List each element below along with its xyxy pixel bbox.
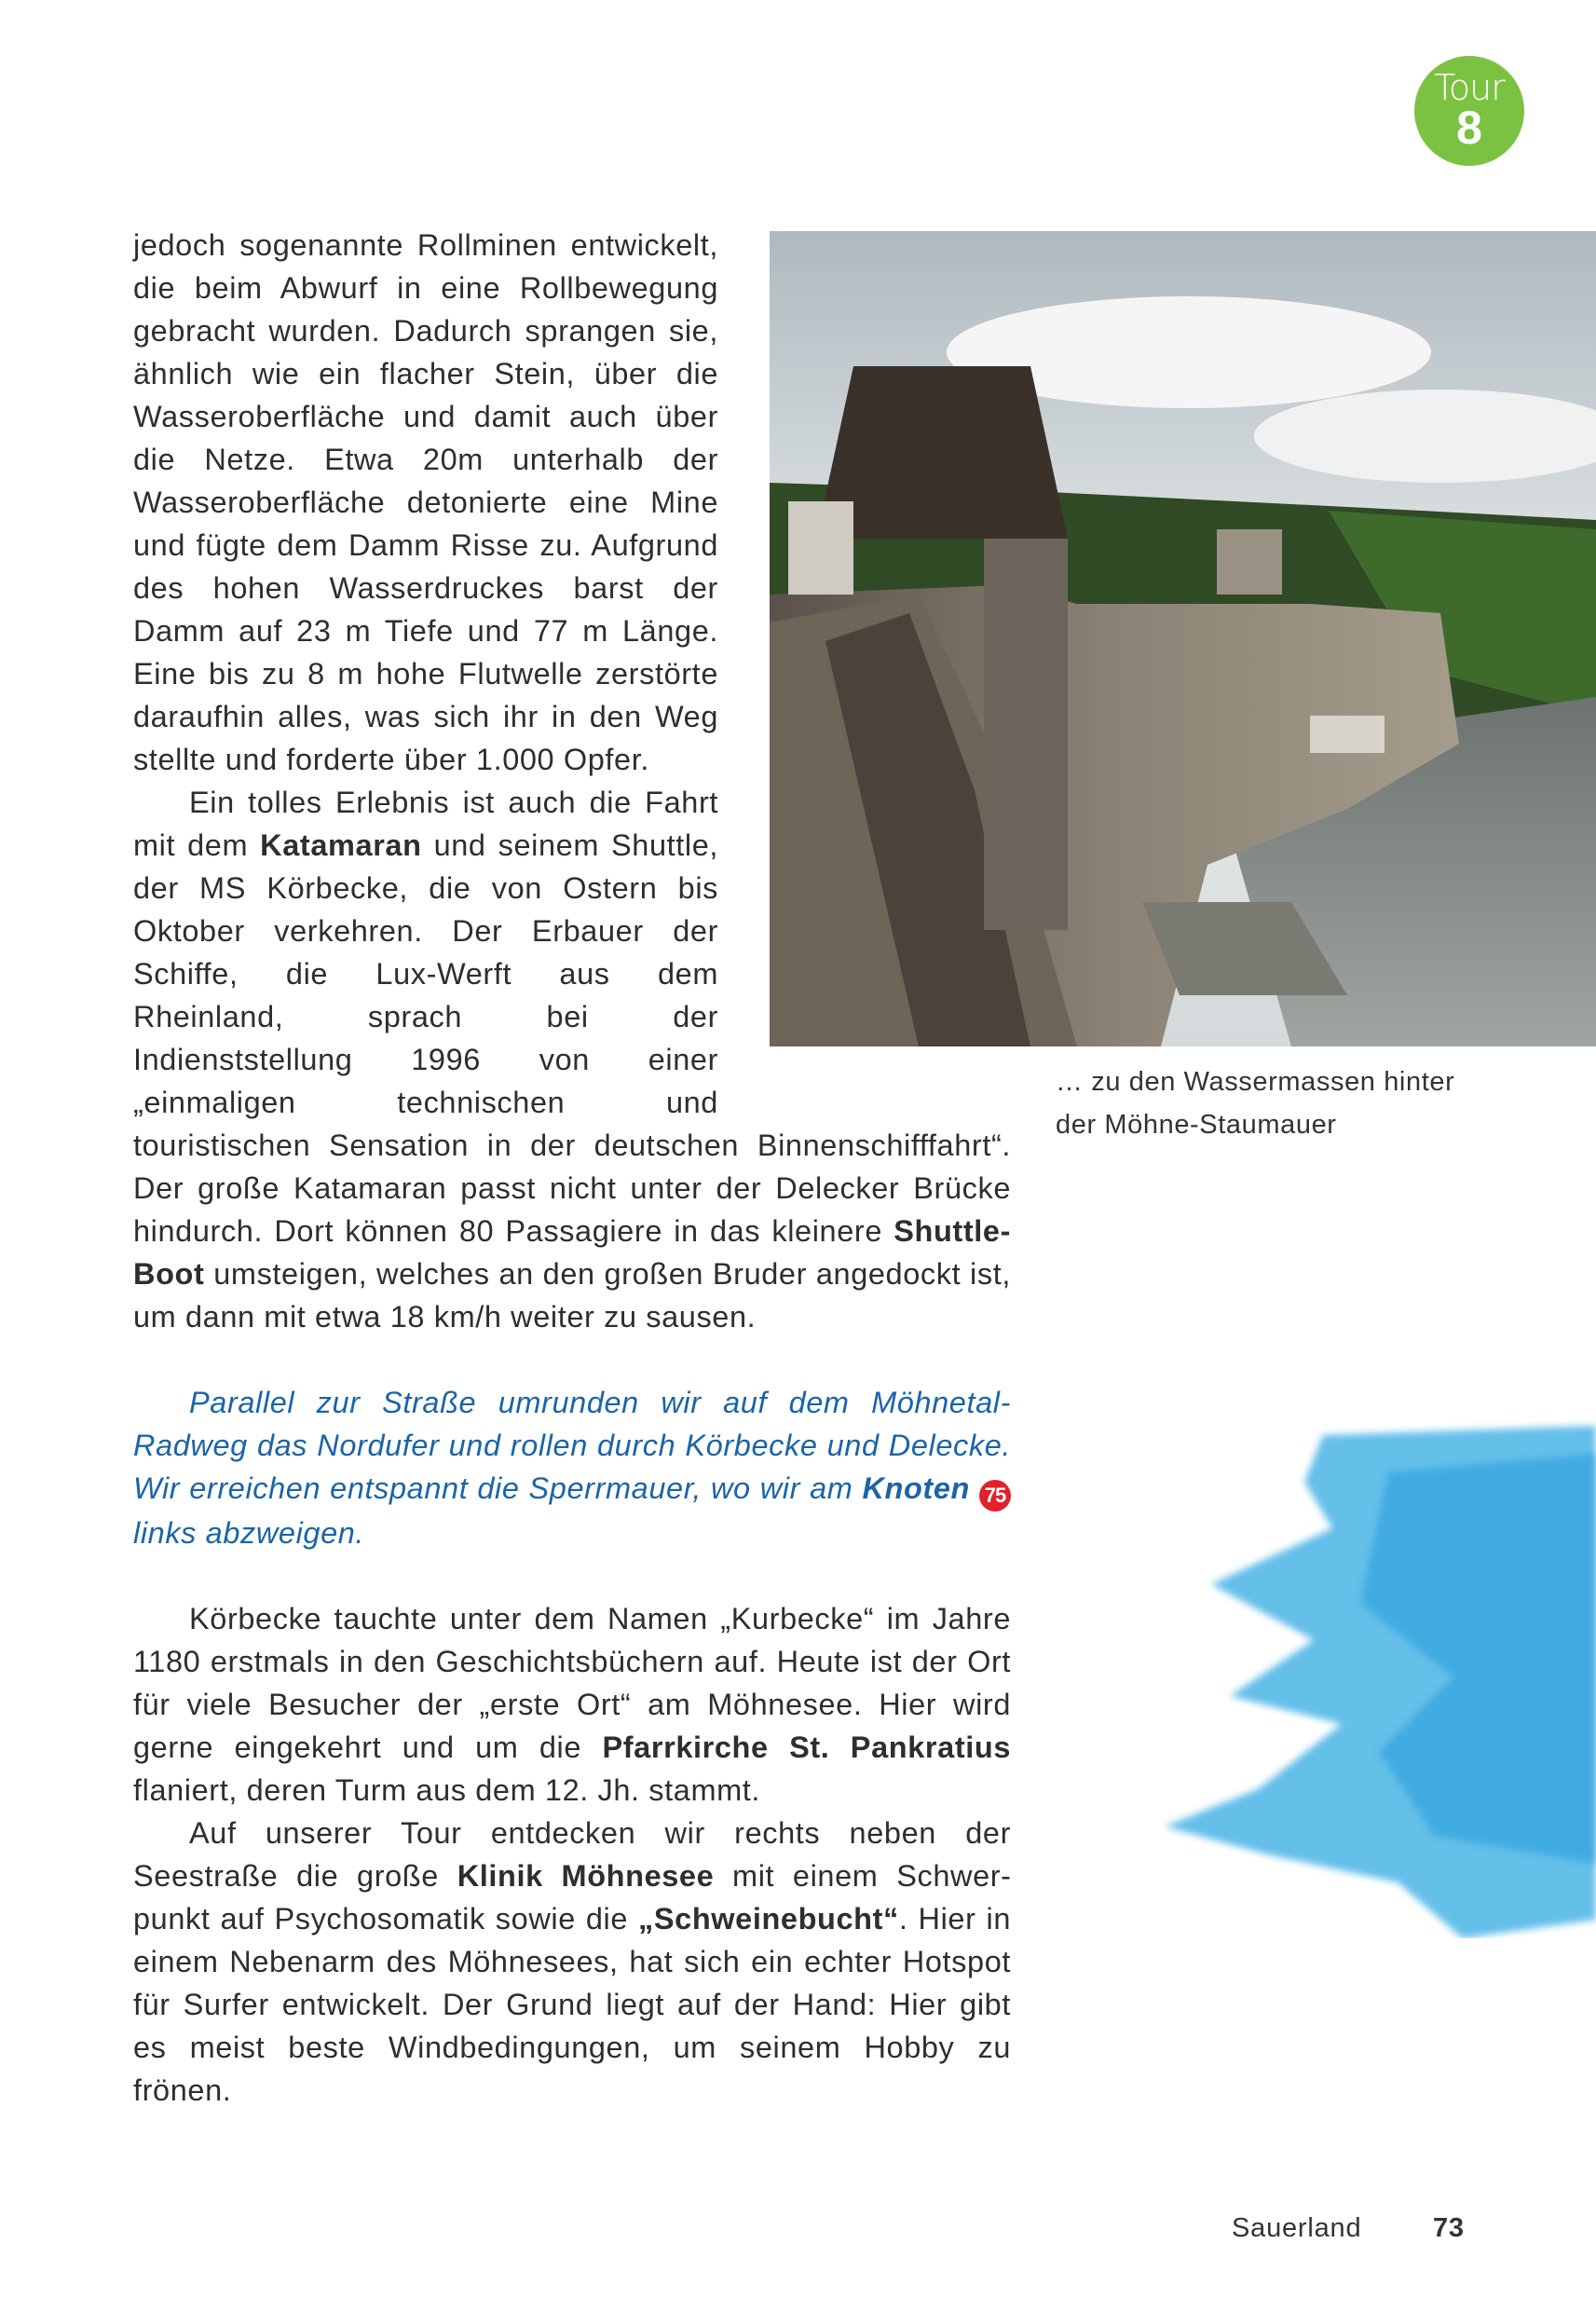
text-run: Körbecke tauchte unter dem Namen „Kurbecke“ im Jahre 1180 erstmals in den Geschichtsbüchern auf. Heute ist der Ort für viele Besucher der „erste Ort“ am Möhnesee. Hier wird gerne eingekehrt und um die: [133, 1602, 1011, 1764]
text-run: und seinem Shuttle, der MS Körbecke, die von Ostern bis Oktober verkehren. Der Erbauer der Schiffe, die Lux-Werft aus dem Rheinland, sprach bei der Indienststellung 1996 von einer „einmaligen technischen und touristischen Sensation in der deutschen Binnenschifffahrt“. Der große Katamaran passt nicht unter der Delecker Brücke hindurch. Dort können 80 Passagiere in das kleinere: [133, 828, 1011, 1248]
text-run: Ein tolles Erlebnis ist auch die Fahrt mit dem: [133, 786, 718, 862]
bold-term: Klinik Möhnesee: [457, 1859, 715, 1893]
text-run: mit einem Schwerpunkt auf Psychosomatik sowie die: [133, 1859, 1011, 1936]
bold-term: Pfarrkirche St. Pankratius: [602, 1731, 1011, 1764]
tour-label: Tour: [1434, 67, 1505, 108]
knot-marker: 75: [979, 1480, 1011, 1512]
tour-number: 8: [1456, 102, 1482, 154]
text-run: [970, 1471, 979, 1505]
text-run: flaniert, deren Turm aus dem 12. Jh. stammt.: [133, 1773, 761, 1807]
tour-badge: [1414, 56, 1524, 166]
body-paragraph: [133, 1812, 1011, 2112]
text-run: umsteigen, welches an den großen Bruder angedockt ist, um dann mit etwa 18 km/h weiter zu sausen.: [133, 1257, 1011, 1334]
text-run: links abzweigen.: [133, 1516, 365, 1550]
text-run: Auf unserer Tour entdecken wir rechts neben der Seestraße die große: [133, 1816, 1011, 1893]
photo-caption: … zu den Wassermassen hinter der Möhne-Staumauer: [1056, 1067, 1455, 1140]
route-directions: [133, 1381, 1011, 1554]
watercolor-decoration: [1155, 1416, 1596, 1938]
page-number: 73: [1433, 2213, 1465, 2243]
image-wrap-spacer: [718, 224, 1011, 1085]
bold-term: „Schweinebucht“: [638, 1902, 899, 1936]
bold-term: Shuttle-Boot: [133, 1214, 1011, 1291]
body-paragraph: [133, 1597, 1011, 1812]
text-run: Parallel zur Straße umrunden wir auf dem Möhnetal-Radweg das Nordufer und rollen durch Körbecke und Delecke. Wir erreichen entspannt die Sperrmauer, wo wir am: [133, 1386, 1011, 1505]
text-run: jedoch sogenannte Rollminen entwickelt, die beim Abwurf in eine Rollbewegung gebracht wurden. Dadurch sprangen sie, ähnlich wie ein flacher Stein, über die Wasseroberfläche und damit auch über die Netze. Etwa 20m unterhalb der Wasseroberfläche detonierte eine Mine und fügte dem Damm Risse zu. Aufgrund des hohen Wasserdruckes barst der Damm auf 23 m Tiefe und 77 m Länge. Eine bis zu 8 m hohe Flutwelle zerstörte daraufhin alles, was sich ihr in den Weg stellte und forderte über 1.000 Opfer.: [133, 228, 718, 776]
bold-term: Katamaran: [260, 828, 422, 862]
article-body: [133, 224, 1011, 2112]
bold-term: Knoten: [862, 1471, 970, 1505]
text-run: . Hier in einem Nebenarm des Möhnesees, hat sich ein echter Hotspot für Surfer entwickelt. Der Grund liegt auf der Hand: Hier gibt es meist beste Windbedingungen, um seinem Hobby zu frönen.: [133, 1902, 1011, 2107]
footer-section: Sauerland: [1232, 2213, 1362, 2243]
